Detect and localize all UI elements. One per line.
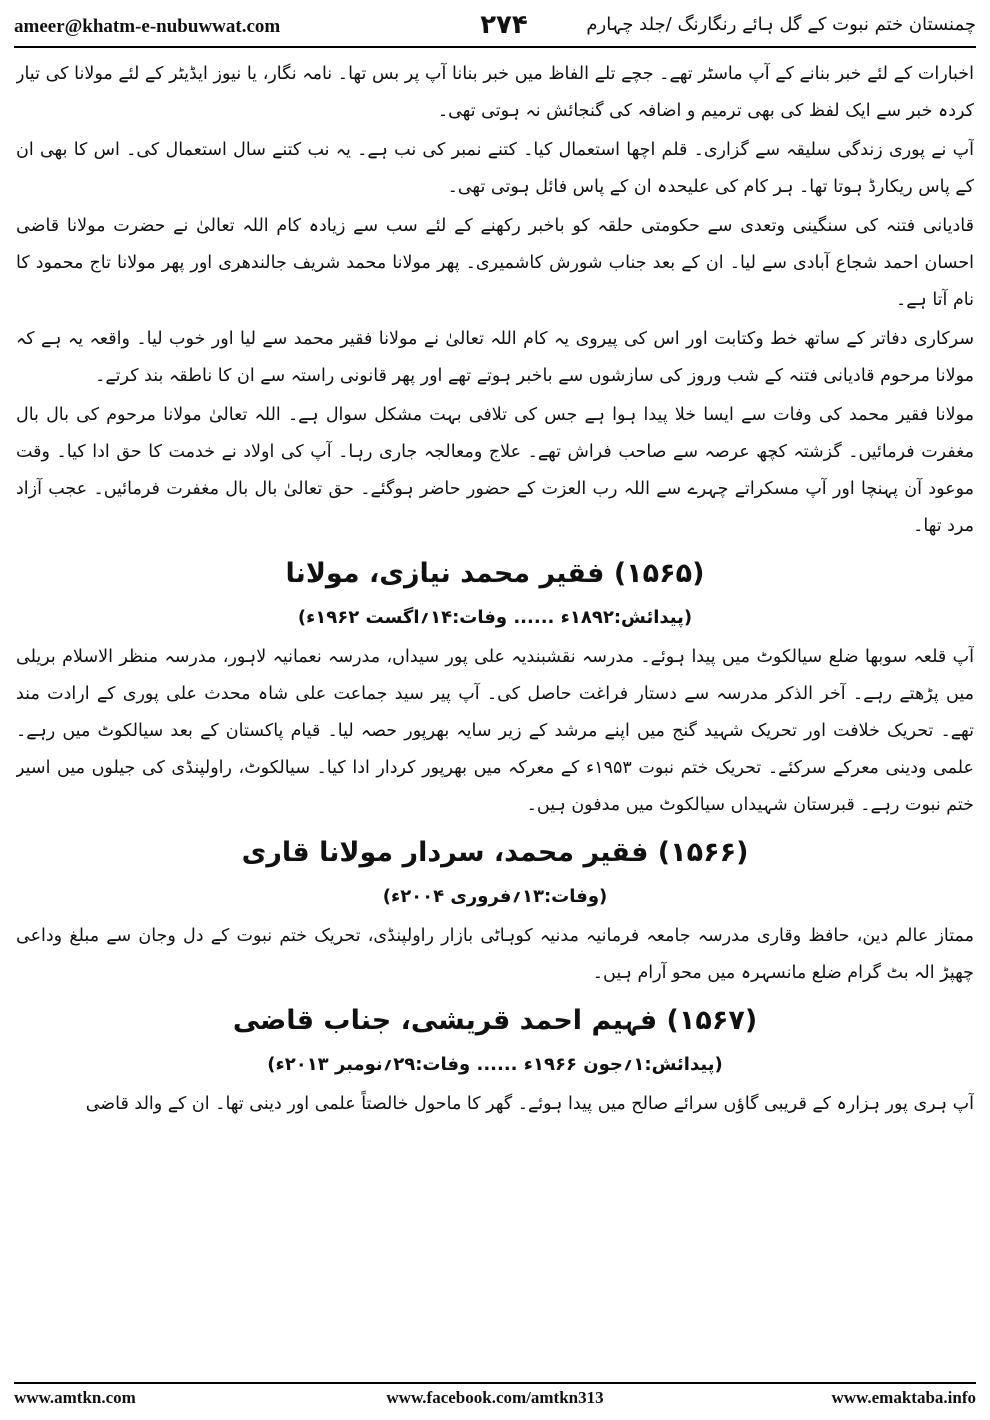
header-divider <box>14 46 976 48</box>
footer-divider <box>14 1382 976 1384</box>
entry-heading: (۱۵۶۵) فقیر محمد نیازی، مولانا <box>285 558 705 589</box>
footer-link-amtkn[interactable]: www.amtkn.com <box>14 1388 136 1407</box>
page-body <box>16 56 974 1374</box>
paragraph: مولانا فقیر محمد کی وفات سے ایسا خلا پیدا ہوا ہے جس کی تلافی بہت مشکل سوال ہے۔ اللہ تعالیٰ مولانا مرحوم کی بال بال مغفرت فرمائیں۔ گزشتہ کچھ عرصہ سے صاحب فراش تھے۔ علاج ومعالجہ جاری رہا۔ آپ کی اولاد نے خدمت کا حق ادا کیا۔ وقت موعود آن پہنچا اور آپ مسکراتے چہرے سے اللہ رب العزت کے حضور حاضر ہوگئے۔ حق تعالیٰ بال بال مغفرت فرمائیں۔ عجب آزاد مرد تھا۔ <box>16 405 974 536</box>
entry-dates: (وفات:۱۳؍فروری ۲۰۰۴ء) <box>382 886 608 907</box>
entry-1567 <box>16 996 974 1123</box>
entry-dates: (پیدائش:۱؍جون ۱۹۶۶ء ...... وفات:۲۹؍نومبر ۲۰۱۳ء) <box>267 1054 723 1075</box>
entry-paragraph: ممتاز عالم دین، حافظ وقاری مدرسہ جامعہ فرمانیہ مدنیہ کوہاٹی بازار راولپنڈی، تحریک ختم نبوت کے دل وجان سے مبلغ وداعی چھپڑ الہ بٹ گرام ضلع مانسہرہ میں محو آرام ہیں۔ <box>16 926 974 983</box>
footer-link-emaktaba[interactable]: www.emaktaba.info <box>831 1388 976 1407</box>
paragraph: قادیانی فتنہ کی سنگینی وتعدی سے حکومتی حلقہ کو باخبر رکھنے کے لئے سب سے زیادہ کام اللہ تعالیٰ نے حضرت مولانا قاضی احسان احمد شجاع آبادی سے لیا۔ ان کے بعد جناب شورش کاشمیری۔ پھر مولانا محمد شریف جالندھری اور پھر مولانا تاج محمود کا نام آتا ہے۔ <box>16 216 974 310</box>
header-email[interactable]: ameer@khatm-e-nubuwwat.com <box>14 16 281 37</box>
paragraph: سرکاری دفاتر کے ساتھ خط وکتابت اور اس کی پیروی یہ کام اللہ تعالیٰ نے مولانا فقیر محمد سے لیا اور خوب لیا۔ واقعہ یہ ہے کہ مولانا مرحوم قادیانی فتنہ کے شب وروز کی سازشوں سے باخبر ہوتے تھے اور پھر قانونی راستہ سے ان کا ناطقہ بند کرتے۔ <box>16 329 974 386</box>
entry-heading: (۱۵۶۷) فہیم احمد قریشی، جناب قاضی <box>232 1005 758 1036</box>
paragraph: آپ نے پوری زندگی سلیقہ سے گزاری۔ قلم اچھا استعمال کیا۔ کتنے نمبر کی نب ہے۔ یہ نب کتنے سال استعمال کی۔ اس کا بھی ان کے پاس ریکارڈ ہوتا تھا۔ ہر کام کی علیحدہ ان کے پاس فائل ہوتی تھی۔ <box>16 140 974 197</box>
page-header <box>14 8 976 44</box>
page-footer <box>14 1388 976 1414</box>
entry-paragraph: آپ قلعہ سوبھا ضلع سیالکوٹ میں پیدا ہوئے۔ مدرسہ نقشبندیہ علی پور سیداں، مدرسہ نعمانیہ لاہور، مدرسہ منظر الاسلام بریلی میں پڑھتے رہے۔ آخر الذکر مدرسہ سے دستار فراغت حاصل کی۔ آپ پیر سید جماعت علی شاہ محدث علی پوری کے ارادت مند تھے۔ تحریک خلافت اور تحریک شہید گنج میں اپنے مرشد کے زیر سایہ بھرپور حصہ لیا۔ قیام پاکستان کے بعد سیالکوٹ میں رہے۔ علمی ودینی معرکے سرکئے۔ تحریک ختم نبوت ۱۹۵۳ء کے معرکہ میں بھرپور کردار ادا کیا۔ سیالکوٹ، راولپنڈی کی جیلوں میں اسیر ختم نبوت رہے۔ قبرستان شہیداں سیالکوٹ میں مدفون ہیں۔ <box>16 647 974 815</box>
entry-dates: (پیدائش:۱۸۹۲ء ...... وفات:۱۴؍اگست ۱۹۶۲ء) <box>297 607 693 628</box>
entry-1565 <box>16 549 974 824</box>
entry-paragraph: آپ ہری پور ہزارہ کے قریبی گاؤں سرائے صالح میں پیدا ہوئے۔ گھر کا ماحول خالصتاً علمی اور دینی تھا۔ ان کے والد قاضی <box>85 1094 974 1114</box>
paragraph: اخبارات کے لئے خبر بنانے کے آپ ماسٹر تھے۔ جچے تلے الفاظ میں خبر بنانا آپ پر بس تھا۔ نامہ نگار، یا نیوز ایڈیٹر کے لئے مولانا کی تیار کردہ خبر سے ایک لفظ کی بھی ترمیم و اضافہ کی گنجائش نہ ہوتی تھی۔ <box>16 64 974 121</box>
page-number: ۲۷۴ <box>480 10 528 40</box>
footer-link-facebook[interactable]: www.facebook.com/amtkn313 <box>386 1388 604 1407</box>
book-title: چمنستان ختم نبوت کے گل ہائے رنگارنگ /جلد چہارم <box>586 14 976 35</box>
entry-heading: (۱۵۶۶) فقیر محمد، سردار مولانا قاری <box>241 837 749 868</box>
entry-1566 <box>16 828 974 992</box>
